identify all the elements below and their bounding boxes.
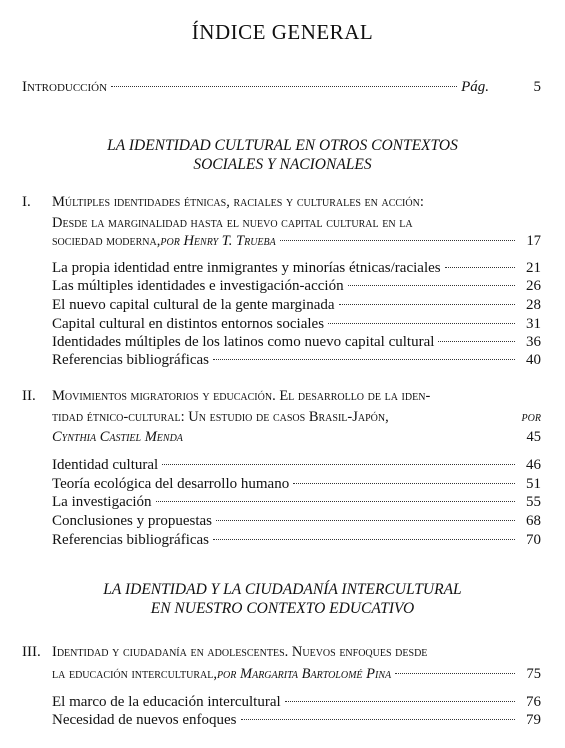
- toc-page-number: 51: [526, 476, 541, 492]
- toc-page-number: 79: [526, 712, 541, 728]
- toc-subentry[interactable]: [52, 315, 541, 333]
- toc-subentry[interactable]: [52, 333, 541, 351]
- section-heading-line: LA IDENTIDAD Y LA CIUDADANÍA INTERCULTURAL: [103, 581, 462, 598]
- toc-subentry[interactable]: [52, 493, 541, 511]
- dot-leader: [213, 359, 515, 360]
- toc-entry-label: Necesidad de nuevos enfoques: [52, 712, 237, 728]
- section-heading-2: [0, 580, 565, 618]
- chapter-title-line: Múltiples identidades étnicas, raciales y culturales en acción:: [52, 194, 424, 210]
- dot-leader: [280, 240, 515, 241]
- chapter-title-line: Movimientos migratorios y educación. El desarrollo de la iden-: [52, 388, 431, 404]
- toc-entry-label: Referencias bibliográficas: [52, 532, 210, 548]
- toc-entry-label: Referencias bibliográficas: [52, 352, 210, 368]
- toc-entry-label: El nuevo capital cultural de la gente marginada: [52, 297, 335, 313]
- toc-page-number: 46: [526, 457, 541, 473]
- dot-leader: [162, 464, 515, 465]
- toc-subentry[interactable]: [52, 512, 541, 530]
- toc-subentry[interactable]: [52, 711, 541, 729]
- chapter-title-line: Identidad y ciudadanía en adolescentes. Nuevos enfoques desde: [52, 644, 428, 660]
- toc-subentry[interactable]: [52, 531, 541, 549]
- dot-leader: [156, 501, 515, 502]
- dot-leader: [285, 701, 515, 702]
- toc-subentry[interactable]: [52, 277, 541, 295]
- chapter-author: por Margarita Bartolomé Pina: [216, 666, 392, 682]
- section-heading-1: [0, 136, 565, 174]
- toc-entry-label: La propia identidad entre inmigrantes y minorías étnicas/raciales: [52, 260, 441, 276]
- dot-leader: [241, 719, 515, 720]
- toc-page-number: 28: [526, 297, 541, 313]
- toc-entry-label: Conclusiones y propuestas: [52, 513, 212, 529]
- chapter-title-line: tidad étnico-cultural: Un estudio de casos Brasil-Japón,: [52, 409, 389, 425]
- chapter-title-2[interactable]: [52, 386, 541, 428]
- toc-subentry[interactable]: [52, 259, 541, 277]
- section-heading-line: LA IDENTIDAD CULTURAL EN OTROS CONTEXTOS: [107, 137, 458, 154]
- chapter-title-last-line[interactable]: [52, 428, 541, 446]
- dot-leader: [293, 483, 515, 484]
- chapter-author: por Henry T. Trueba: [160, 233, 276, 249]
- section-heading-line: EN NUESTRO CONTEXTO EDUCATIVO: [150, 600, 415, 617]
- toc-subentry[interactable]: [52, 475, 541, 493]
- chapter-title-1[interactable]: [52, 192, 541, 234]
- toc-page-number: 68: [526, 513, 541, 529]
- toc-entry-label: Capital cultural en distintos entornos sociales: [52, 316, 325, 332]
- toc-subentry[interactable]: [52, 296, 541, 314]
- chapter-title-line: la educación intercultural,: [52, 666, 217, 682]
- toc-subentry[interactable]: [52, 693, 541, 711]
- toc-subentry[interactable]: [52, 351, 541, 369]
- dot-leader: [395, 673, 515, 674]
- pag-label: Pág.: [461, 79, 489, 95]
- dot-leader: [111, 86, 457, 87]
- chapter-number: I.: [22, 194, 31, 210]
- chapter-number: II.: [22, 388, 36, 404]
- dot-leader: [438, 341, 515, 342]
- toc-page-number: 40: [526, 352, 541, 368]
- toc-entry-label: El marco de la educación intercultural: [52, 694, 281, 710]
- chapter-title-last-line[interactable]: [52, 232, 541, 250]
- toc-entry-label: Introducción: [22, 79, 108, 95]
- page-title: ÍNDICE GENERAL: [191, 20, 374, 44]
- toc-entry-label: La investigación: [52, 494, 152, 510]
- toc-entry-label: Identidad cultural: [52, 457, 159, 473]
- chapter-title-3[interactable]: [52, 642, 541, 663]
- chapter-author: Cynthia Castiel Menda: [52, 429, 183, 445]
- chapter-author-prefix: por: [521, 409, 541, 425]
- chapter-number: III.: [22, 644, 41, 660]
- dot-leader: [348, 285, 515, 286]
- chapter-title-line: Desde la marginalidad hasta el nuevo capital cultural en la: [52, 215, 413, 231]
- toc-page-number: 75: [526, 666, 541, 682]
- section-heading-line: SOCIALES Y NACIONALES: [193, 156, 372, 173]
- toc-entry-label: Identidades múltiples de los latinos como nuevo capital cultural: [52, 334, 435, 350]
- toc-subentry[interactable]: [52, 456, 541, 474]
- chapter-title-line-2: [52, 407, 541, 428]
- dot-leader: [213, 539, 515, 540]
- toc-page-number: 5: [533, 79, 541, 95]
- toc-page-number: 21: [526, 260, 541, 276]
- dot-leader: [216, 520, 515, 521]
- dot-leader: [339, 304, 515, 305]
- toc-page-number: 31: [526, 316, 541, 332]
- toc-page-number: 26: [526, 278, 541, 294]
- dot-leader: [445, 267, 515, 268]
- chapter-title-line: sociedad moderna,: [52, 233, 161, 249]
- toc-entry-introduccion[interactable]: [22, 78, 541, 96]
- toc-page-number: 17: [526, 233, 541, 249]
- toc-page-number: 45: [526, 429, 541, 445]
- toc-page-number: 70: [526, 532, 541, 548]
- toc-entry-label: Teoría ecológica del desarrollo humano: [52, 476, 290, 492]
- toc-page-number: 55: [526, 494, 541, 510]
- chapter-title-last-line[interactable]: [52, 665, 541, 683]
- toc-page-number: 36: [526, 334, 541, 350]
- toc-entry-label: Las múltiples identidades e investigación-acción: [52, 278, 344, 294]
- toc-page-number: 76: [526, 694, 541, 710]
- dot-leader: [328, 323, 515, 324]
